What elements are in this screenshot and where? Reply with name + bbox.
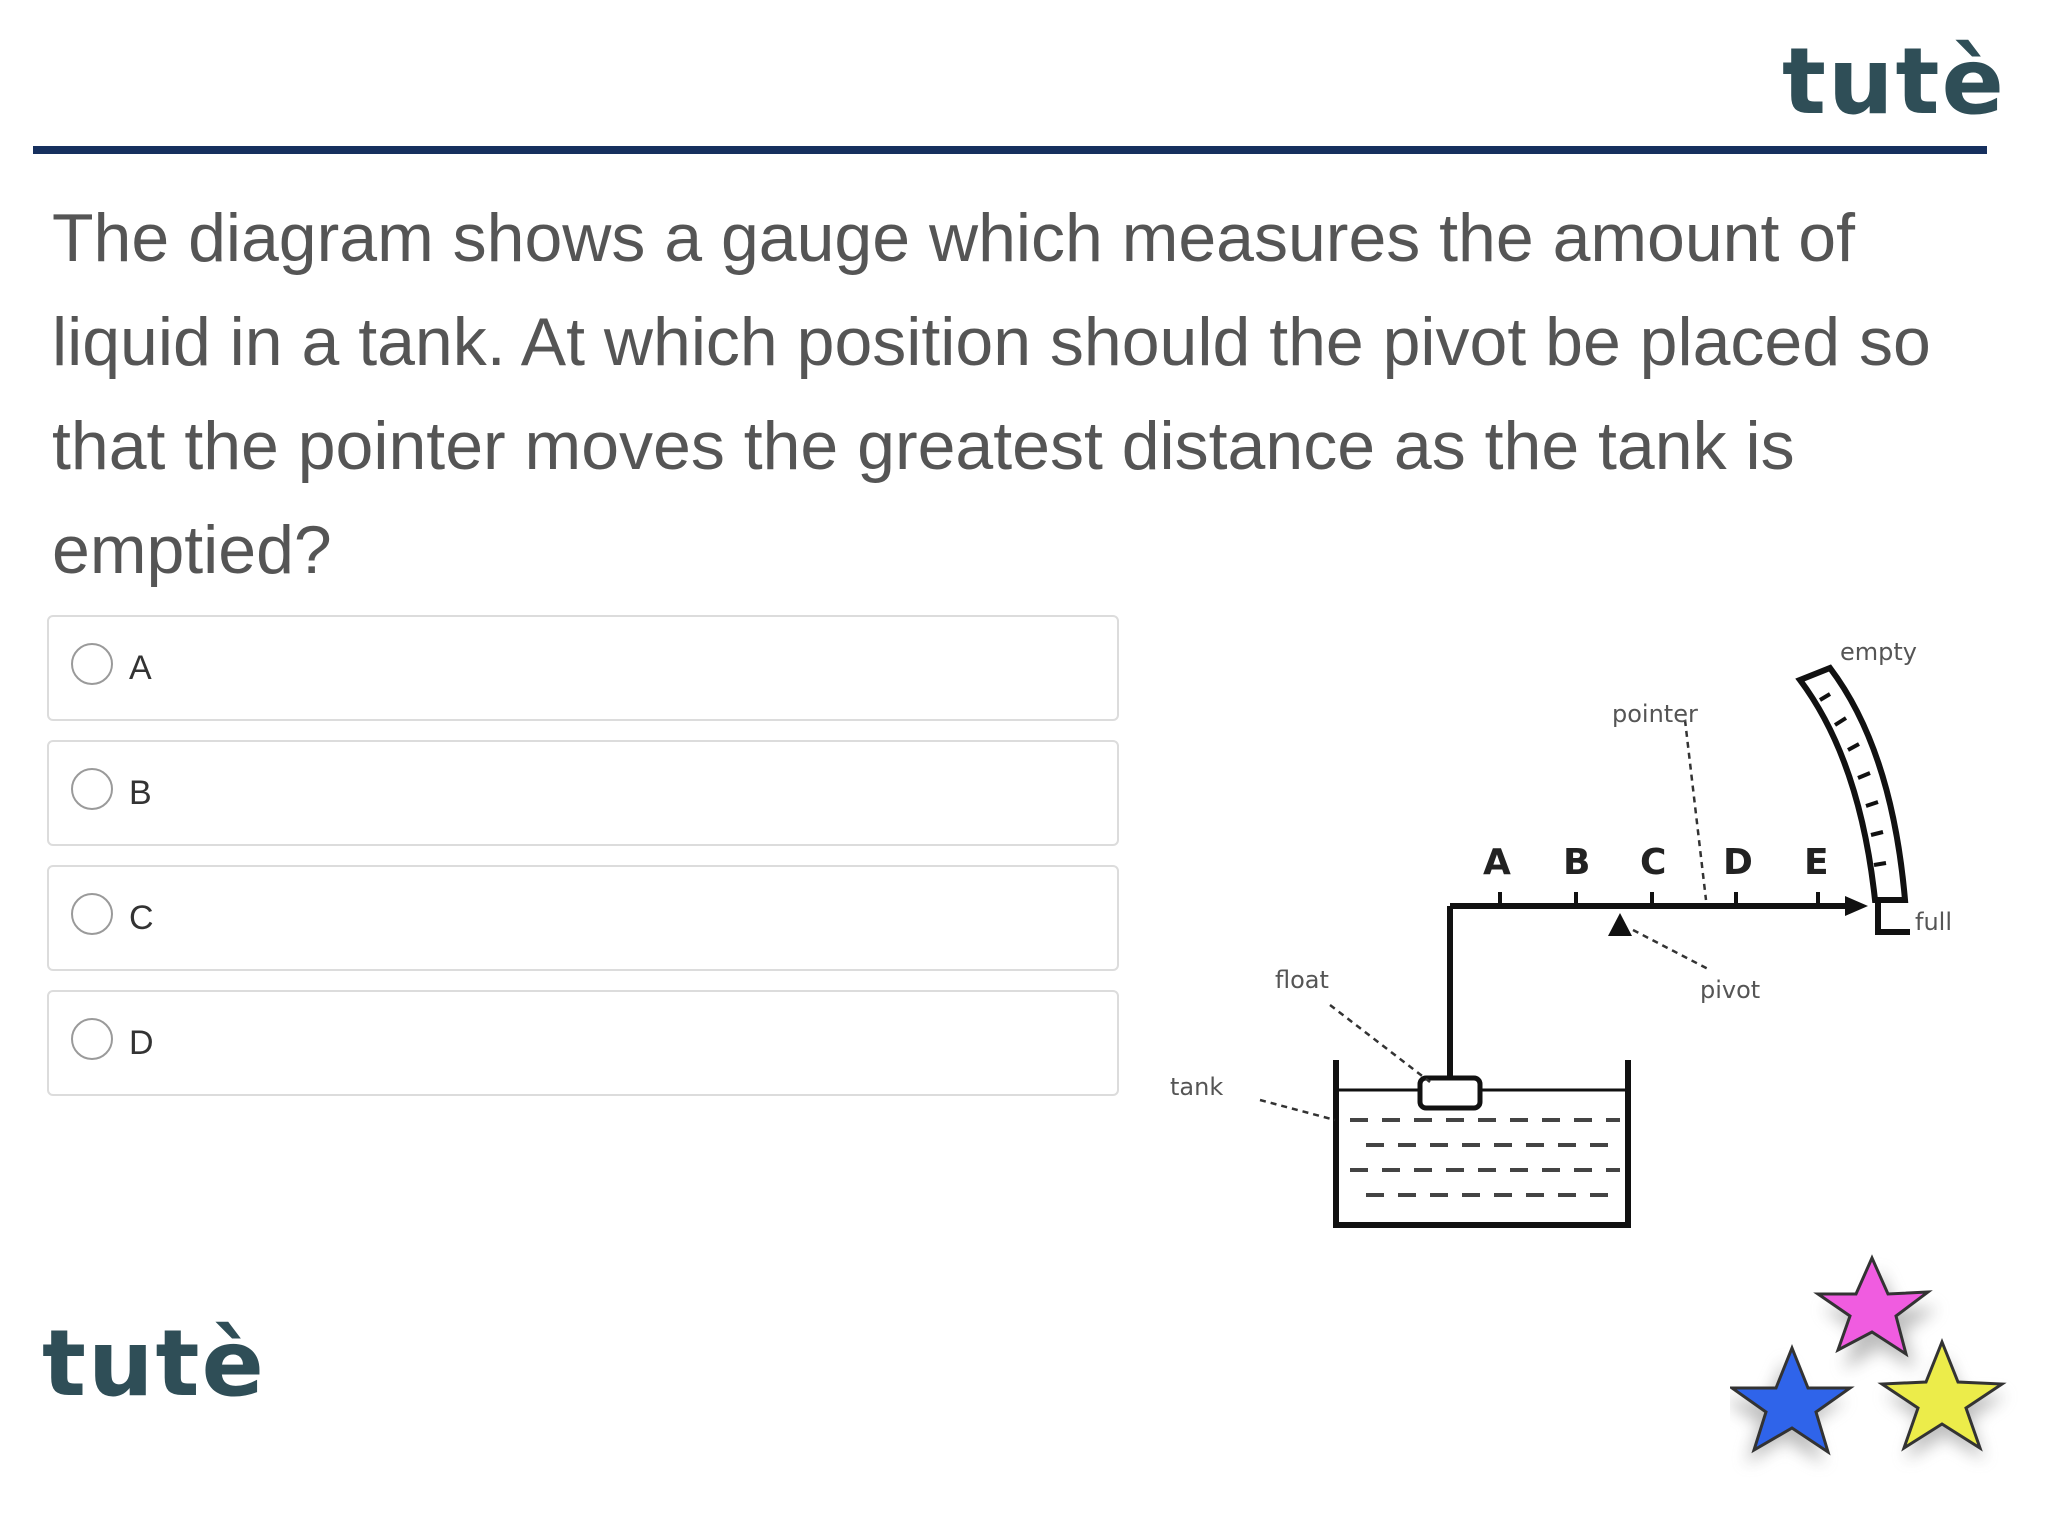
answer-options [47, 615, 1119, 1115]
position-label-d: D [1723, 842, 1753, 883]
brand-logo-bottom: tutè [42, 1310, 266, 1417]
question-text: The diagram shows a gauge which measures the amount of liquid in a tank. At which position should the pivot be placed so that the pointer moves the greatest distance as the tank is emptied? [52, 200, 1931, 588]
tank [1336, 1060, 1628, 1225]
option-a[interactable] [47, 615, 1119, 721]
pivot-triangle [1608, 913, 1632, 936]
label-pivot: pivot [1700, 976, 1761, 1004]
stars-decoration [1730, 1250, 2030, 1510]
label-pointer: pointer [1612, 700, 1698, 728]
option-b-label: B [129, 774, 152, 812]
label-float: float [1275, 966, 1329, 994]
liquid-lines [1350, 1120, 1620, 1195]
position-labels [1483, 842, 1829, 883]
option-c[interactable] [47, 865, 1119, 971]
leader-lines [1260, 720, 1710, 1120]
option-a-label: A [129, 649, 152, 687]
brand-logo-top: tutè [1782, 28, 2006, 135]
position-label-c: C [1640, 842, 1667, 883]
radio-d[interactable] [71, 1018, 113, 1060]
option-d-label: D [129, 1024, 154, 1062]
label-full: full [1915, 908, 1952, 936]
position-label-e: E [1804, 842, 1829, 883]
position-label-b: B [1563, 842, 1591, 883]
gauge-diagram [1140, 630, 1990, 1240]
label-tank: tank [1170, 1073, 1224, 1101]
radio-b[interactable] [71, 768, 113, 810]
radio-c[interactable] [71, 893, 113, 935]
option-b[interactable] [47, 740, 1119, 846]
header-divider [33, 146, 1987, 154]
lever-arm [1450, 892, 1868, 1085]
option-c-label: C [129, 899, 154, 937]
option-d[interactable] [47, 990, 1119, 1096]
radio-a[interactable] [71, 643, 113, 685]
position-label-a: A [1483, 842, 1511, 883]
label-empty: empty [1840, 638, 1917, 666]
